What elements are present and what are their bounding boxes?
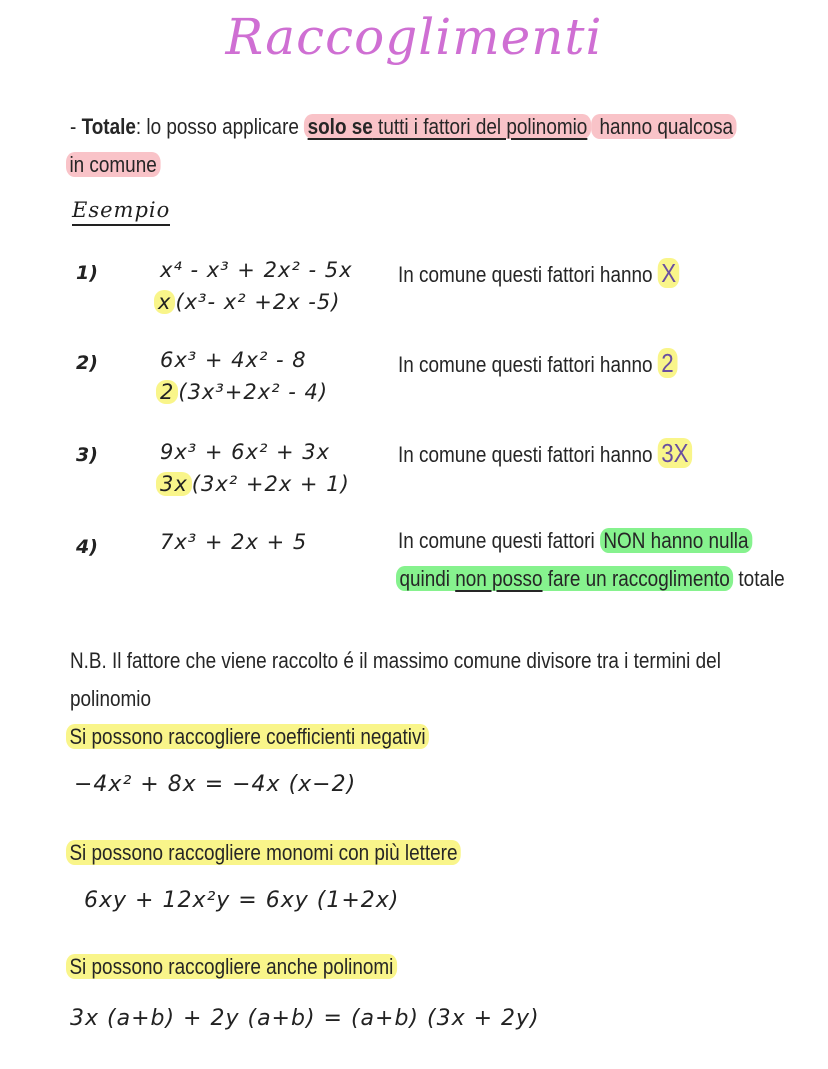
example-2-factored: 2 (3x³+2x² - 4) (156, 380, 328, 404)
example-4-conclusion: quindi non posso fare un raccoglimento totale (396, 566, 785, 592)
rule-2-formula: 6xy + 12x²y = 6xy (1+2x) (84, 888, 400, 913)
example-1-factored: x (x³- x² +2x -5) (154, 290, 340, 314)
esempio-heading: Esempio (72, 198, 170, 226)
intro-colon-text: : lo posso applicare (135, 114, 305, 139)
example-1-expression: x⁴ - x³ + 2x² - 5x (160, 258, 353, 282)
example-2-expression: 6x³ + 4x² - 8 (160, 348, 307, 372)
example-2-common-factor: 2 (658, 348, 677, 378)
example-3-number: 3) (76, 444, 98, 466)
intro-condition: solo se tutti i fattori del polinomio (304, 114, 591, 139)
example-4-description: In comune questi fattori NON hanno nulla (398, 528, 752, 554)
example-3-description: In comune questi fattori hanno 3X (398, 438, 692, 469)
example-3-common-factor: 3X (658, 438, 692, 468)
rule-3-text: Si possono raccogliere anche polinomi (66, 954, 397, 980)
nb-line-2: polinomio (70, 686, 151, 711)
example-1-description: In comune questi fattori hanno X (398, 258, 680, 289)
page-title: Raccoglimenti (225, 8, 603, 66)
rule-3-formula: 3x (a+b) + 2y (a+b) = (a+b) (3x + 2y) (70, 1006, 540, 1031)
rule-1-text: Si possono raccogliere coefficienti negativi (66, 724, 429, 750)
example-2-number: 2) (76, 352, 98, 374)
rule-2-text: Si possono raccogliere monomi con più lettere (66, 840, 461, 866)
intro-line-1 (70, 114, 737, 140)
example-3-factored: 3x (3x² +2x + 1) (156, 472, 350, 496)
intro-prefix: - (70, 114, 82, 139)
example-2-description: In comune questi fattori hanno 2 (398, 348, 677, 379)
example-1-common-factor: X (658, 258, 680, 288)
example-1-number: 1) (76, 262, 98, 284)
rule-1-formula: −4x² + 8x = −4x (x−2) (74, 772, 357, 797)
intro-tail: hanno qualcosa (591, 114, 737, 139)
nb-line-1: N.B. Il fattore che viene raccolto é il massimo comune divisore tra i termini del (70, 648, 721, 673)
example-4-expression: 7x³ + 2x + 5 (160, 530, 308, 554)
intro-line-2: in comune (66, 152, 160, 178)
intro-bold-word: Totale (81, 114, 136, 139)
example-3-expression: 9x³ + 6x² + 3x (160, 440, 331, 464)
example-4-number: 4) (76, 536, 98, 558)
